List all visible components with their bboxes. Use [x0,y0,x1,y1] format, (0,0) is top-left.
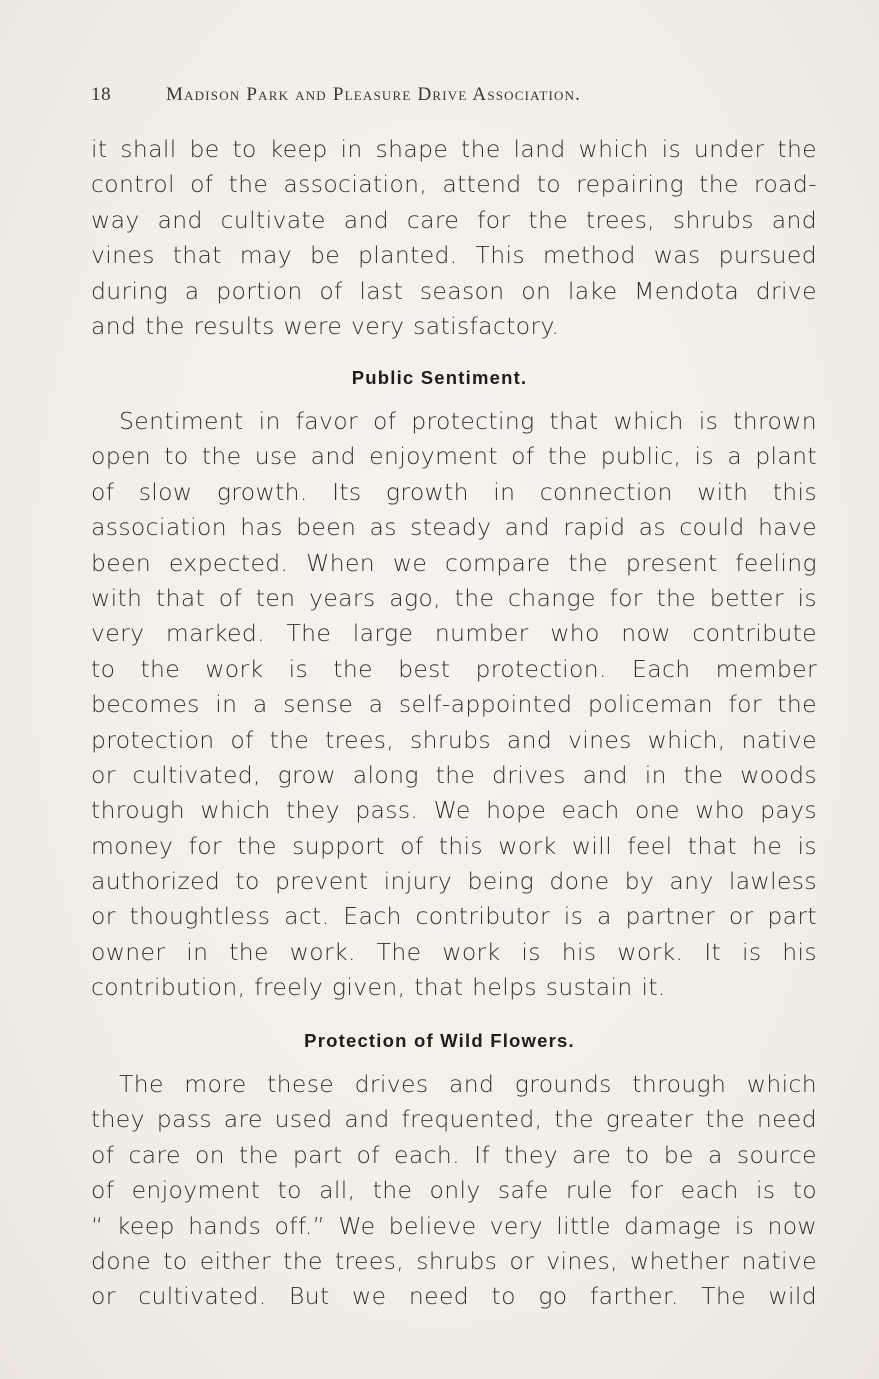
text-line: owner in the work. The work is his work. It is his [91,937,817,966]
paragraph-1 [91,132,817,344]
text-line: and the results were very satisfactory. [91,311,560,340]
text-line: protection of the trees, shrubs and vines which, native [91,725,817,754]
text-line: Sentiment in favor of protecting that which is thrown [119,407,817,435]
text-line: to the work is the best protection. Each member [91,654,817,683]
page-number: 18 [91,84,112,105]
running-header [91,84,819,110]
text-line: it shall be to keep in shape the land which is under the [91,135,817,163]
text-line: of enjoyment to all, the only safe rule for each is to [91,1176,817,1205]
text-line: becomes in a sense a self-appointed policeman for the [91,690,817,719]
text-line: vines that may be planted. This method was pursued [91,241,817,270]
text-line: or thoughtless act. Each contributor is a partner or part [91,902,817,931]
text-line: “ keep hands off.” We believe very little damage is now [91,1211,817,1240]
text-line: money for the support of this work will feel that he is [91,831,817,860]
text-line: they pass are used and frequented, the greater the need [91,1105,817,1134]
text-line: very marked. The large number who now contribute [91,619,817,648]
text-line: The more these drives and grounds through which [119,1070,817,1098]
text-line: open to the use and enjoyment of the public, is a plant [91,442,817,471]
text-line: control of the association, attend to repairing the road- [91,170,817,199]
section-heading-public-sentiment: Public Sentiment. [351,367,528,388]
text-line: association has been as steady and rapid as could have [91,513,817,542]
text-line: with that of ten years ago, the change for the better is [91,583,817,612]
text-line: of slow growth. Its growth in connection with this [91,477,817,506]
text-line: or cultivated. But we need to go farther. The wild [91,1282,817,1311]
text-line: through which they pass. We hope each one who pays [91,796,817,825]
text-line: or cultivated, grow along the drives and in the woods [91,760,817,789]
text-line: during a portion of last season on lake Mendota drive [91,276,817,305]
paragraph-3 [91,1067,817,1315]
running-title: Madison Park and Pleasure Drive Association. [166,84,582,105]
section-heading-protection-of-wild-flowers: Protection of Wild Flowers. [304,1030,575,1051]
text-line: contribution, freely given, that helps sustain it. [91,973,666,1002]
text-line: been expected. When we compare the present feeling [91,548,817,577]
paragraph-2 [91,404,817,1006]
text-line: of care on the part of each. If they are to be a source [91,1140,817,1169]
text-line: done to either the trees, shrubs or vines, whether native [91,1246,817,1275]
text-line: way and cultivate and care for the trees, shrubs and [91,205,817,234]
text-line: authorized to prevent injury being done by any lawless [91,867,817,896]
